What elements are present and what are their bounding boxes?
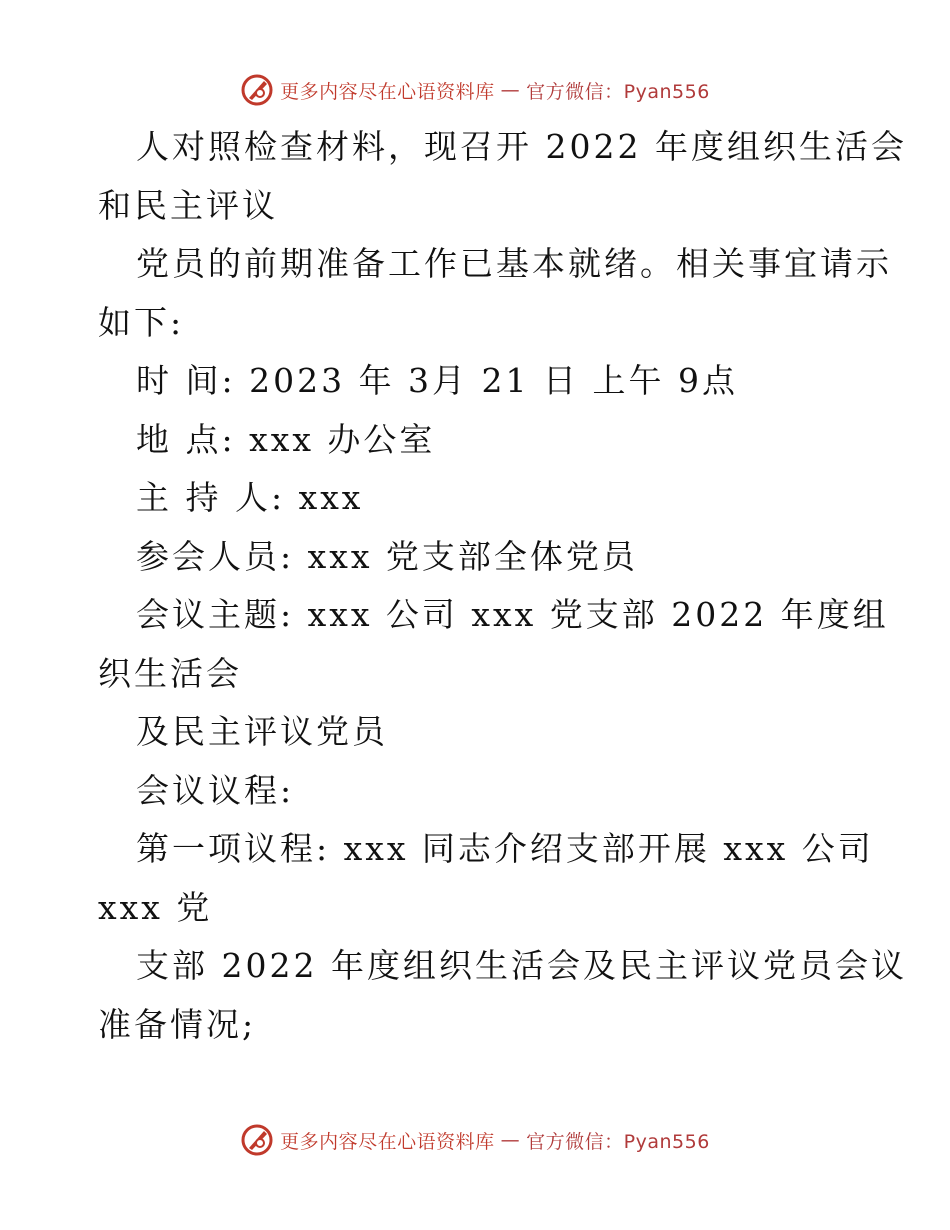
banner-wechat-text: 官方微信：Pyan556 [526, 1130, 710, 1153]
paragraph-line: 时 间: 2023 年 3月 21 日 上午 9点 [136, 361, 739, 400]
paragraph-line: 准备情况; [98, 1004, 257, 1044]
banner-wechat-text: 官方微信：Pyan556 [526, 80, 710, 103]
paragraph-line: 织生活会 [98, 653, 242, 693]
paragraph-line: 及民主评议党员 [136, 712, 388, 751]
quill-pen-logo-icon [240, 1123, 274, 1157]
header-watermark-banner [0, 70, 950, 110]
paragraph-line: 人对照检查材料，现召开 2022 年度组织生活会 [136, 127, 907, 166]
paragraph-line: 党员的前期准备工作已基本就绪。相关事宜请示 [136, 244, 892, 283]
paragraph-line: 支部 2022 年度组织生活会及民主评议党员会议 [136, 946, 907, 985]
footer-watermark-banner [0, 1120, 950, 1160]
paragraph-line: 参会人员: xxx 党支部全体党员 [136, 536, 638, 576]
quill-pen-logo-icon [240, 73, 274, 107]
banner-brand-text: 更多内容尽在心语资料库 [280, 80, 495, 103]
paragraph-line: 地 点: xxx 办公室 [136, 419, 436, 459]
paragraph-line: 如下: [98, 302, 185, 342]
paragraph-line: 会议议程: [136, 770, 295, 810]
paragraph-line: xxx 党 [98, 887, 213, 927]
paragraph-line: 第一项议程: xxx 同志介绍支部开展 xxx 公司 [136, 829, 874, 868]
paragraph-line: 主 持 人: xxx [136, 478, 364, 517]
document-body [98, 118, 907, 1054]
banner-separator: — [500, 79, 521, 101]
paragraph-line: 会议主题: xxx 公司 xxx 党支部 2022 年度组 [136, 595, 889, 634]
banner-separator: — [500, 1129, 521, 1151]
paragraph-line: 和民主评议 [98, 185, 278, 225]
banner-brand-text: 更多内容尽在心语资料库 [280, 1130, 495, 1153]
